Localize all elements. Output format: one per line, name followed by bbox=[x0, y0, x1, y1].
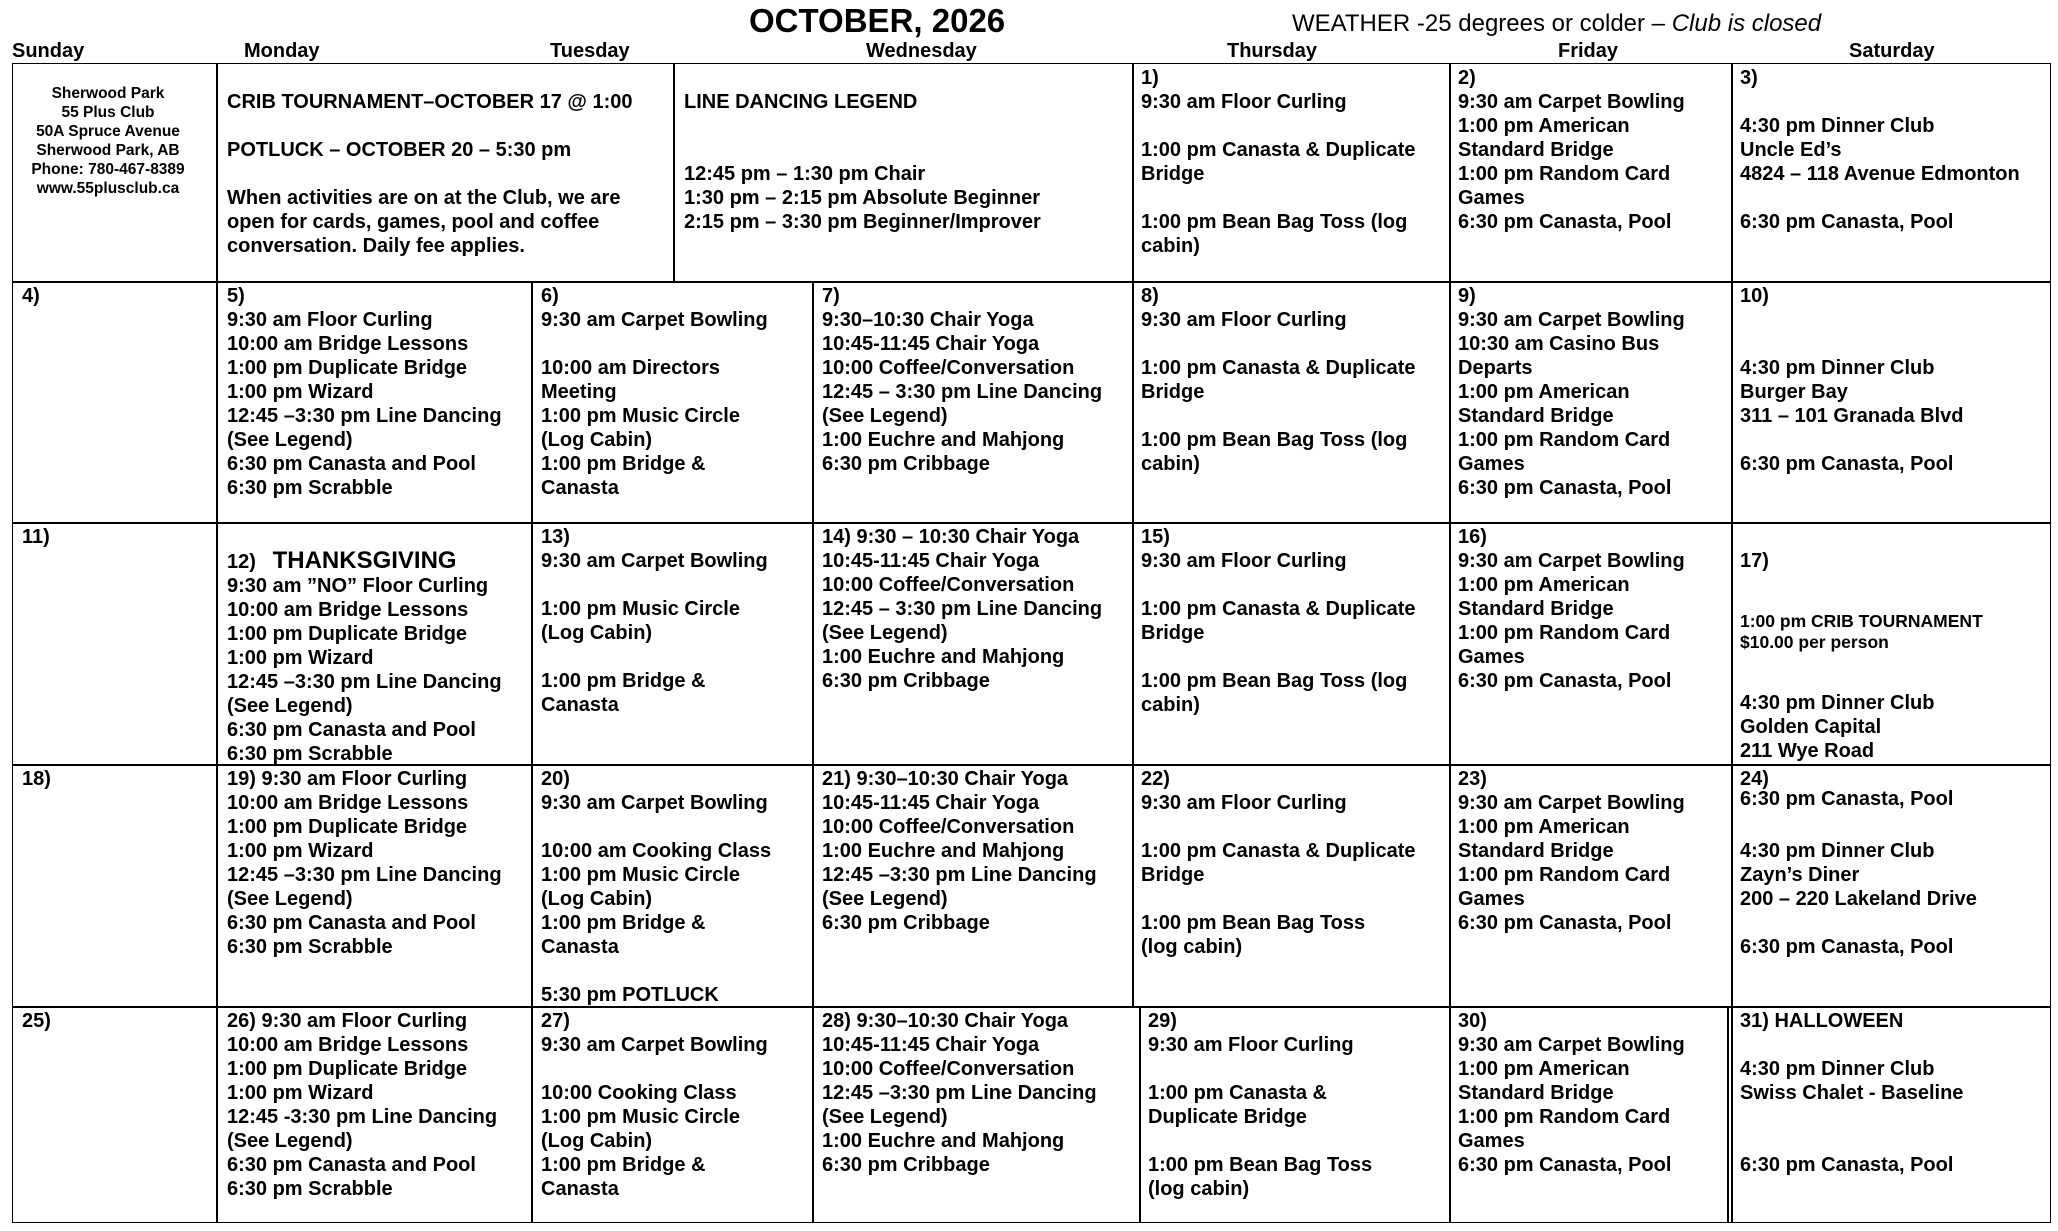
crib-tournament-event: 1:00 pm CRIB TOURNAMENT $10.00 per person bbox=[1740, 611, 1983, 652]
day-cell-22: 22) 9:30 am Floor Curling 1:00 pm Canasta & Duplicate Bridge 1:00 pm Bean Bag Toss (log cabin) bbox=[1141, 768, 1416, 958]
grid-line bbox=[673, 63, 675, 281]
day-cell-16: 16) 9:30 am Carpet Bowling 1:00 pm American Standard Bridge 1:00 pm Random Card Games 6:30 pm Canasta, Pool bbox=[1458, 526, 1685, 692]
grid-line bbox=[12, 1006, 2051, 1008]
day-header-thursday: Thursday bbox=[1227, 40, 1318, 62]
day-number: 12) bbox=[227, 551, 256, 573]
day-cell-20: 20) 9:30 am Carpet Bowling 10:00 am Cooking Class 1:00 pm Music Circle (Log Cabin) 1:00 pm Bridge & Canasta 5:30 pm POTLUCK bbox=[541, 768, 772, 1006]
day-cell-14: 14) 9:30 – 10:30 Chair Yoga 10:45-11:45 Chair Yoga 10:00 Coffee/Conversation 12:45 – 3:30 pm Line Dancing (See Legend) 1:00 Euchre and Mahjong 6:30 pm Cribbage bbox=[822, 526, 1103, 692]
day-header-tuesday: Tuesday bbox=[550, 40, 630, 62]
potluck-note: POTLUCK – OCTOBER 20 – 5:30 pm bbox=[227, 139, 572, 161]
day-cell-12 bbox=[227, 525, 529, 790]
club-info-line: Sherwood Park bbox=[51, 85, 165, 102]
legend-lines: 12:45 pm – 1:30 pm Chair 1:30 pm – 2:15 pm Absolute Beginner 2:15 pm – 3:30 pm Beginner/Improver bbox=[684, 163, 1041, 233]
day-events: 9:30 am ”NO” Floor Curling 10:00 am Bridge Lessons 1:00 pm Duplicate Bridge 1:00 pm Wizard 12:45 –3:30 pm Line Dancing (See Legend) 6:30 pm Canasta and Pool 6:30 pm Scrabble bbox=[227, 575, 502, 765]
day-cell-28: 28) 9:30–10:30 Chair Yoga 10:45-11:45 Chair Yoga 10:00 Coffee/Conversation 12:45 –3:30 pm Line Dancing (See Legend) 1:00 Euchre and Mahjong 6:30 pm Cribbage bbox=[822, 1010, 1097, 1176]
day-cell-1: 1) 9:30 am Floor Curling 1:00 pm Canasta & Duplicate Bridge 1:00 pm Bean Bag Toss (log cabin) bbox=[1141, 67, 1416, 257]
day-header-saturday: Saturday bbox=[1849, 40, 1935, 62]
grid-line bbox=[12, 522, 2051, 524]
day-cell-2: 2) 9:30 am Carpet Bowling 1:00 pm American Standard Bridge 1:00 pm Random Card Games 6:30 pm Canasta, Pool bbox=[1458, 67, 1685, 233]
day-header-monday: Monday bbox=[244, 40, 320, 62]
day-cell-5: 5) 9:30 am Floor Curling 10:00 am Bridge Lessons 1:00 pm Duplicate Bridge 1:00 pm Wizard 12:45 –3:30 pm Line Dancing (See Legend) 6:30 pm Canasta and Pool 6:30 pm Scrabble bbox=[227, 285, 502, 499]
grid-line bbox=[1449, 63, 1451, 1223]
club-info bbox=[18, 84, 198, 198]
day-cell-3: 3) 4:30 pm Dinner Club Uncle Ed’s 4824 – 118 Avenue Edmonton 6:30 pm Canasta, Pool bbox=[1740, 67, 2020, 233]
day-cell-26: 26) 9:30 am Floor Curling 10:00 am Bridge Lessons 1:00 pm Duplicate Bridge 1:00 pm Wizard 12:45 -3:30 pm Line Dancing (See Legend) 6:30 pm Canasta and Pool 6:30 pm Scrabble bbox=[227, 1010, 498, 1200]
day-cell-13: 13) 9:30 am Carpet Bowling 1:00 pm Music Circle (Log Cabin) 1:00 pm Bridge & Canasta bbox=[541, 526, 768, 716]
club-info-line: 55 Plus Club bbox=[61, 104, 155, 121]
day-cell-30: 30) 9:30 am Carpet Bowling 1:00 pm American Standard Bridge 1:00 pm Random Card Games 6:30 pm Canasta, Pool bbox=[1458, 1010, 1685, 1176]
grid-line bbox=[1132, 63, 1134, 1006]
grid-line bbox=[1139, 1006, 1141, 1223]
activities-note: When activities are on at the Club, we are open for cards, games, pool and coffee conversation. Daily fee applies. bbox=[227, 187, 621, 257]
day-cell-4: 4) bbox=[22, 285, 40, 307]
day-cell-24: 24) 4:30 pm Dinner Club Zayn’s Diner 200 – 220 Lakeland Drive 6:30 pm Canasta, Pool bbox=[1740, 768, 1977, 958]
grid-line bbox=[812, 281, 814, 1223]
day-cell-9: 9) 9:30 am Carpet Bowling 10:30 am Casino Bus Departs 1:00 pm American Standard Bridge 1:00 pm Random Card Games 6:30 pm Canasta, Pool bbox=[1458, 285, 1685, 499]
day-cell-21: 21) 9:30–10:30 Chair Yoga 10:45-11:45 Chair Yoga 10:00 Coffee/Conversation 1:00 Euchre and Mahjong 12:45 –3:30 pm Line Dancing (See Legend) 6:30 pm Cribbage bbox=[822, 768, 1097, 934]
crib-tournament-note: CRIB TOURNAMENT–OCTOBER 17 @ 1:00 bbox=[227, 91, 633, 113]
day-cell-27: 27) 9:30 am Carpet Bowling 10:00 Cooking Class 1:00 pm Music Circle (Log Cabin) 1:00 pm Bridge & Canasta bbox=[541, 1010, 768, 1200]
day-cell-8: 8) 9:30 am Floor Curling 1:00 pm Canasta & Duplicate Bridge 1:00 pm Bean Bag Toss (log cabin) bbox=[1141, 285, 1416, 475]
club-info-line: Phone: 780-467-8389 bbox=[31, 161, 185, 178]
day-cell-11: 11) bbox=[22, 526, 50, 548]
day-cell-23: 23) 9:30 am Carpet Bowling 1:00 pm American Standard Bridge 1:00 pm Random Card Games 6:30 pm Canasta, Pool bbox=[1458, 768, 1685, 934]
holiday-label: THANKSGIVING bbox=[272, 547, 457, 574]
club-info-line: 50A Spruce Avenue bbox=[36, 123, 180, 140]
grid-line bbox=[1731, 63, 1733, 1223]
day-cell-25: 25) bbox=[22, 1010, 51, 1032]
grid-line bbox=[531, 281, 533, 1223]
day-cell-7: 7) 9:30–10:30 Chair Yoga 10:45-11:45 Chair Yoga 10:00 Coffee/Conversation 12:45 – 3:30 pm Line Dancing (See Legend) 1:00 Euchre and Mahjong 6:30 pm Cribbage bbox=[822, 285, 1103, 475]
day-cell-29: 29) 9:30 am Floor Curling 1:00 pm Canasta & Duplicate Bridge 1:00 pm Bean Bag Toss (log cabin) bbox=[1148, 1010, 1373, 1200]
club-info-line: Sherwood Park, AB bbox=[36, 142, 180, 159]
day-cell-31: 31) HALLOWEEN 4:30 pm Dinner Club Swiss Chalet - Baseline 6:30 pm Canasta, Pool bbox=[1740, 1010, 1964, 1176]
day-cell-18: 18) bbox=[22, 768, 51, 790]
day-header-friday: Friday bbox=[1558, 40, 1619, 62]
weather-notice: WEATHER -25 degrees or colder – Club is closed bbox=[1292, 10, 1822, 37]
grid-line bbox=[1727, 1006, 1729, 1223]
grid-line bbox=[12, 281, 2051, 283]
day-header-wednesday: Wednesday bbox=[866, 40, 977, 62]
club-info-line: www.55plusclub.ca bbox=[36, 180, 180, 197]
day-cell-19: 19) 9:30 am Floor Curling 10:00 am Bridge Lessons 1:00 pm Duplicate Bridge 1:00 pm Wizard 12:45 –3:30 pm Line Dancing (See Legend) 6:30 pm Canasta and Pool 6:30 pm Scrabble bbox=[227, 768, 502, 958]
day-cell-15: 15) 9:30 am Floor Curling 1:00 pm Canasta & Duplicate Bridge 1:00 pm Bean Bag Toss (log cabin) bbox=[1141, 526, 1416, 716]
day-cell-6: 6) 9:30 am Carpet Bowling 10:00 am Directors Meeting 1:00 pm Music Circle (Log Cabin) 1:00 pm Bridge & Canasta bbox=[541, 285, 768, 499]
day-cell-10: 10) 4:30 pm Dinner Club Burger Bay 311 – 101 Granada Blvd 6:30 pm Canasta, Pool bbox=[1740, 285, 1964, 475]
grid-line bbox=[216, 63, 218, 1223]
day-events: 4:30 pm Dinner Club Golden Capital 211 Wye Road 6:30 pm Canasta, Pool bbox=[1740, 692, 1954, 810]
day-header-sunday: Sunday bbox=[12, 40, 85, 62]
page-title: OCTOBER, 2026 bbox=[749, 2, 1006, 39]
day-number: 17) bbox=[1740, 550, 1769, 572]
legend-title: LINE DANCING LEGEND bbox=[684, 91, 918, 113]
